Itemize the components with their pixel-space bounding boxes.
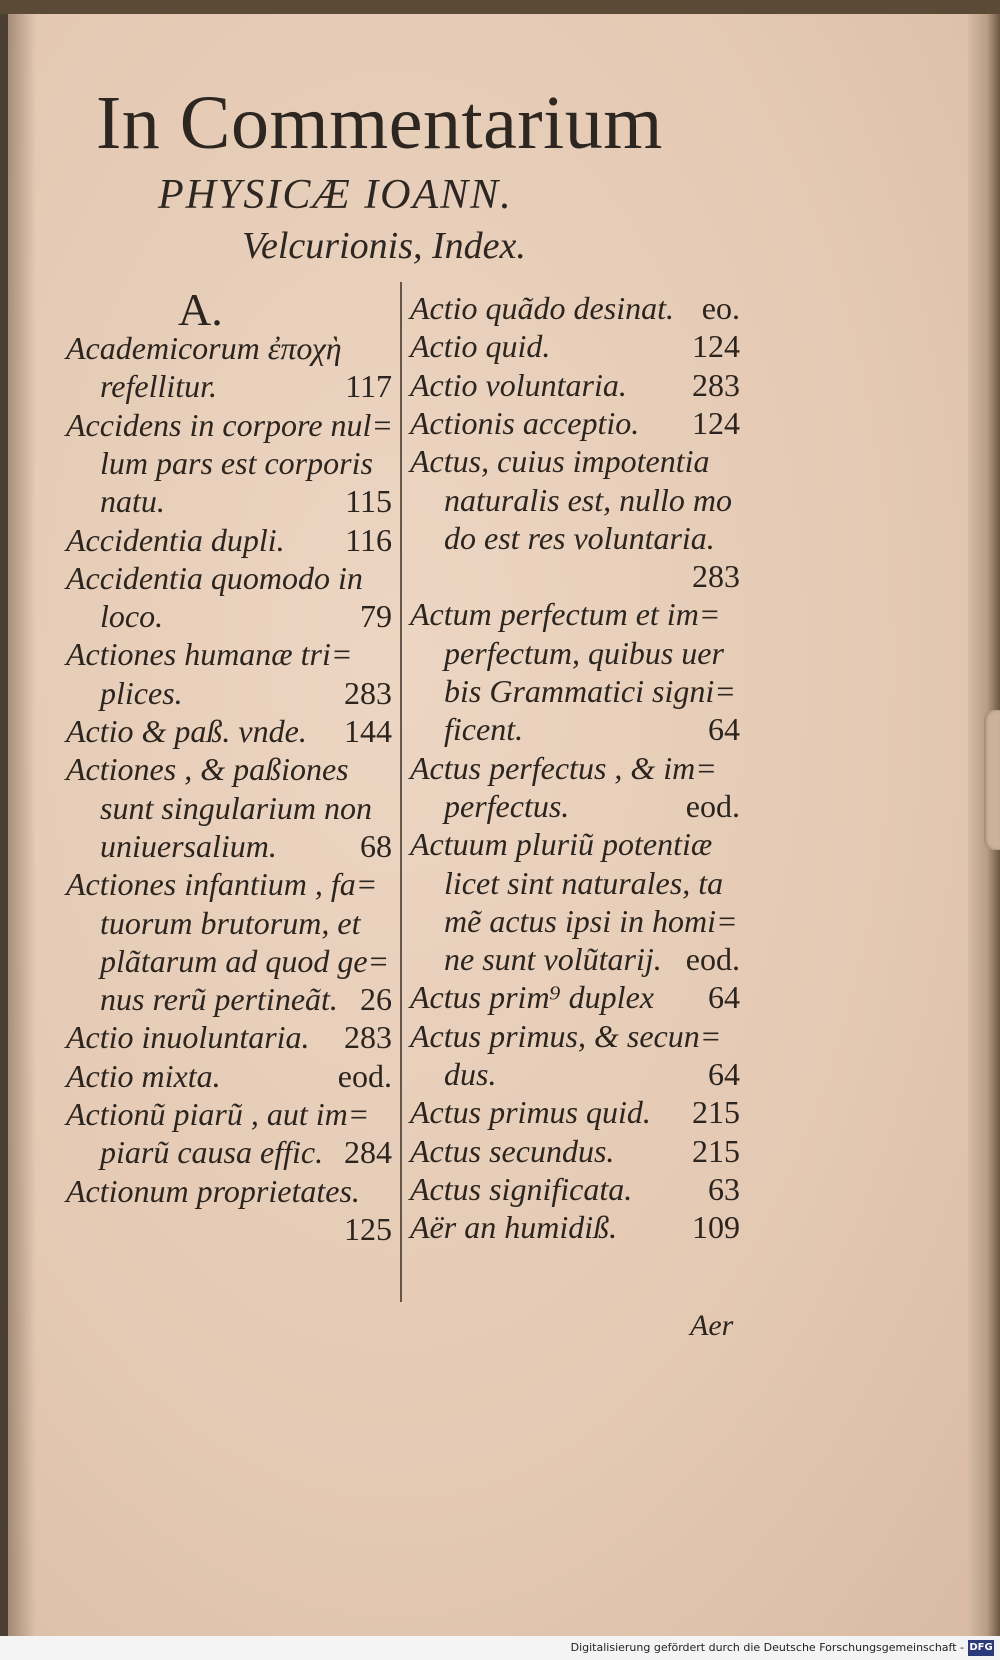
index-entry — [410, 633, 740, 673]
index-entry-page: 64 — [708, 979, 740, 1016]
index-entry — [66, 1017, 392, 1057]
index-entry — [66, 1094, 392, 1134]
index-entry — [410, 441, 740, 481]
index-entry — [410, 863, 740, 903]
index-entry — [410, 1207, 740, 1247]
index-entry — [66, 864, 392, 904]
index-entry-text: plãtarum ad quod ge= — [100, 942, 390, 979]
index-entry-page: 283 — [344, 674, 392, 711]
index-entry-text: nus rerũ pertineãt. — [100, 981, 338, 1018]
index-entry-page: 64 — [708, 711, 740, 748]
dfg-logo: DFG — [968, 1640, 994, 1656]
index-entry — [410, 748, 740, 788]
scan-background — [0, 0, 1000, 14]
index-entry-text: mẽ actus ipsi in homi= — [444, 902, 738, 939]
index-entry — [66, 1132, 392, 1172]
index-entry-page: 283 — [692, 558, 740, 595]
index-entry-page: 124 — [692, 404, 740, 441]
index-entry — [66, 1171, 392, 1211]
index-entry-text: Actio voluntaria. — [410, 366, 627, 403]
index-entry-page: eod. — [685, 787, 740, 824]
index-entry-page: 115 — [345, 483, 392, 520]
index-entry-text: Accidentia dupli. — [66, 521, 285, 558]
index-entry-page: 109 — [692, 1209, 740, 1246]
index-entry — [410, 709, 740, 749]
index-entry — [66, 941, 392, 981]
index-entry — [66, 634, 392, 674]
index-entry-text: natu. — [100, 483, 165, 520]
section-letter: A. — [178, 284, 223, 335]
index-entry-text: Actus significata. — [410, 1170, 633, 1207]
page-title: In Commentarium — [96, 81, 663, 165]
index-entry — [410, 480, 740, 520]
index-entry — [66, 979, 392, 1019]
index-entry — [410, 977, 740, 1017]
index-entry-text: Actio & paß. vnde. — [66, 713, 307, 749]
index-entry-text: piarũ causa effic. — [100, 1134, 324, 1171]
index-entry — [66, 711, 392, 751]
page-subtitle-author: Velcurionis, Index. — [242, 225, 526, 267]
index-entry — [66, 366, 392, 406]
index-entry-page: 68 — [360, 827, 392, 864]
page-clasp — [984, 710, 1000, 850]
index-entry — [410, 1169, 740, 1209]
index-entry-text: plices. — [100, 674, 183, 711]
index-entry-page: 215 — [692, 1132, 740, 1169]
index-entry — [410, 518, 740, 558]
index-entry-text: Actus, cuius impotentia — [410, 443, 710, 480]
index-entry-page: 283 — [692, 366, 740, 403]
index-entry-text: ficent. — [444, 711, 524, 748]
index-entry — [66, 481, 392, 521]
index-entry-text: Actiones humanæ tri= — [66, 636, 353, 673]
index-entry-text: naturalis est, nullo mo — [444, 481, 733, 518]
index-entry-text: loco. — [100, 598, 164, 635]
index-entry-text: Actuum pluriũ potentiæ — [410, 826, 713, 863]
index-entry — [410, 403, 740, 443]
index-entry-text: Actus primus quid. — [410, 1094, 651, 1131]
index-entry-page: 79 — [360, 598, 392, 635]
index-entry-text: licet sint naturales, ta — [444, 864, 724, 901]
index-entry — [410, 1016, 740, 1056]
index-entry — [410, 556, 740, 596]
index-entry-text: do est res voluntaria. — [444, 519, 715, 556]
index-entry-text: Actio inuoluntaria. — [66, 1019, 310, 1056]
index-entry-page: 144 — [344, 713, 392, 749]
index-entry-page: 284 — [344, 1134, 392, 1171]
index-entry — [410, 326, 740, 366]
index-entry — [410, 1092, 740, 1132]
index-entry-text: Academicorum ἐποχὴ — [66, 330, 342, 366]
index-entry-page: 116 — [345, 521, 392, 558]
index-entry — [410, 939, 740, 979]
index-entry — [66, 596, 392, 636]
index-entry — [410, 671, 740, 711]
index-entry — [410, 594, 740, 634]
index-entry-text: Accidentia quomodo in — [66, 559, 363, 596]
index-entry — [66, 749, 392, 789]
index-entry-text: Actionũ piarũ , aut im= — [66, 1096, 370, 1132]
index-entry — [66, 520, 392, 560]
index-entry-text: uniuersalium. — [100, 827, 277, 864]
index-entry-text: Actus secundus. — [410, 1132, 615, 1169]
index-entry-page: 63 — [708, 1170, 740, 1207]
index-entry-page: 124 — [692, 328, 740, 365]
index-entry — [66, 443, 392, 483]
index-entry — [66, 405, 392, 445]
index-entry-page: 117 — [345, 368, 392, 405]
index-entry — [410, 786, 740, 826]
index-entry-text: Actio quid. — [410, 328, 551, 365]
index-entry-text: bis Grammatici signi= — [444, 673, 736, 709]
index-entry — [66, 1209, 392, 1249]
catchword: Aer — [690, 1309, 734, 1342]
index-entry-page: eod. — [685, 941, 740, 978]
index-entry-page: 283 — [344, 1019, 392, 1056]
index-entry — [66, 558, 392, 598]
index-entry-text: Actionum proprietates. — [66, 1172, 360, 1209]
index-entry — [66, 903, 392, 943]
index-entry-text: Actiones infantium , fa= — [66, 866, 378, 903]
index-entry-text: Actio quãdo desinat. — [410, 290, 674, 326]
footer-credit: Digitalisierung gefördert durch die Deutsche Forschungsgemeinschaft - — [570, 1641, 964, 1654]
index-entry — [410, 365, 740, 405]
index-entry — [66, 328, 392, 368]
index-entry-page: 26 — [360, 981, 392, 1018]
index-entry-text: Actum perfectum et im= — [410, 596, 721, 633]
index-entry-text: Actus prim⁹ duplex — [410, 979, 654, 1016]
index-entry — [66, 826, 392, 866]
index-entry-text: sunt singularium non — [100, 789, 373, 826]
index-entry — [66, 1056, 392, 1096]
index-entry — [66, 673, 392, 713]
index-entry-text: perfectus. — [444, 787, 570, 824]
index-entry-text: Actus primus, & secun= — [410, 1017, 722, 1054]
page-subtitle: PHYSICÆ IOANN. — [158, 172, 513, 218]
index-entry-text: dus. — [444, 1056, 497, 1092]
index-entry-text: ne sunt volũtarij. — [444, 941, 662, 978]
index-entry-text: lum pars est corporis — [100, 444, 373, 481]
index-entry-text: Actus perfectus , & im= — [410, 749, 717, 786]
index-entry-text: Actionis acceptio. — [410, 404, 640, 441]
index-entry-text: Accidens in corpore nul= — [66, 406, 393, 443]
index-entry-text: Aër an humidiß. — [410, 1209, 618, 1246]
index-entry-page: eo. — [701, 290, 740, 326]
column-divider — [400, 282, 402, 1302]
index-entry — [410, 288, 740, 328]
index-entry — [66, 788, 392, 828]
index-entry — [410, 1054, 740, 1094]
index-entry-page: 215 — [692, 1094, 740, 1131]
index-entry-text: tuorum brutorum, et — [100, 904, 361, 941]
index-entry — [410, 901, 740, 941]
index-entry-text: perfectum, quibus uer — [444, 634, 724, 671]
index-entry-text: Actio mixta. — [66, 1057, 221, 1094]
index-entry-page: 125 — [344, 1210, 392, 1247]
index-entry-text: Actiones , & paßiones — [66, 751, 349, 788]
index-entry-text: refellitur. — [100, 368, 218, 405]
index-entry-page: eod. — [337, 1057, 392, 1094]
gutter-shadow — [8, 14, 36, 1636]
index-entry — [410, 824, 740, 864]
index-entry — [410, 1131, 740, 1171]
index-entry-page: 64 — [708, 1056, 740, 1092]
